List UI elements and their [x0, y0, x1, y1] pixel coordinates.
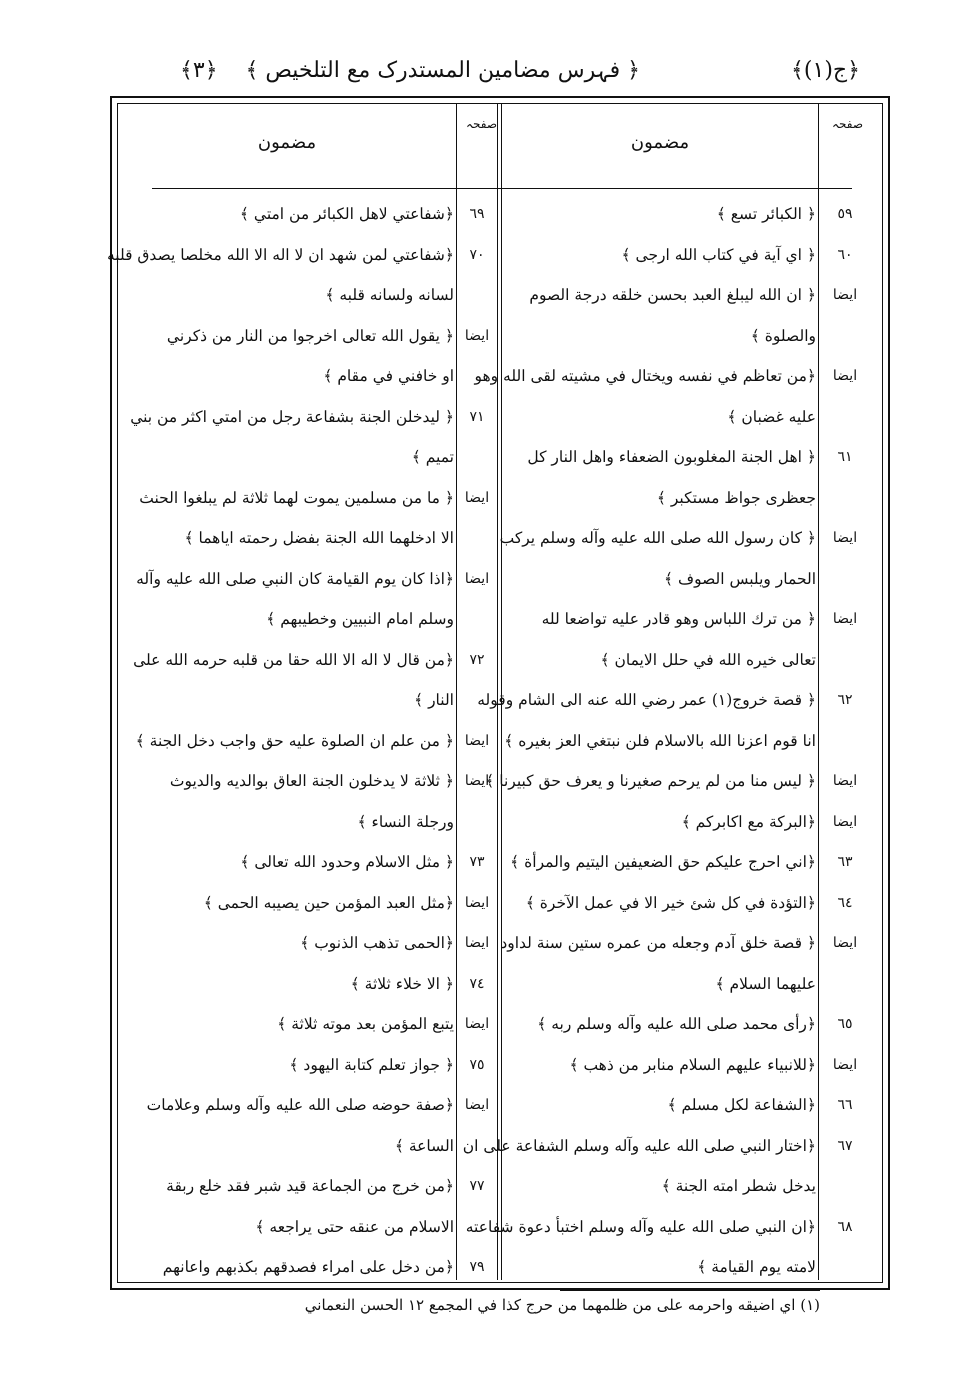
right-row-text: ﴿اني احرج عليكم حق الضعيفين اليتيم والمرأة ﴾ — [510, 853, 816, 871]
left-row-number: ايضا — [464, 935, 490, 951]
left-row-text: يتبع المؤمن بعد موته ثلاثة ﴾ — [277, 1015, 454, 1033]
left-row-text: ﴿من خرج من الجماعة قيد شبر فقد خلع ربقة — [166, 1177, 454, 1195]
left-row-text: لسانه ولسانه قلبه ﴾ — [325, 286, 454, 304]
right-row-text: ﴿ قصة خروج(١) عمر رضي الله عنه الى الشام وقوله — [477, 691, 816, 709]
left-row-number: ايضا — [464, 1097, 490, 1113]
right-row-text: والصلوة ﴾ — [750, 326, 816, 345]
left-row-number: ٧٠ — [469, 246, 485, 263]
left-row-text: ورجلة النساء ﴾ — [357, 812, 454, 831]
right-row-number: ايضا — [832, 611, 858, 627]
right-number-divider — [818, 104, 819, 1280]
right-row-text: ﴿ كان رسول الله صلى الله عليه وآله وسلم يركب — [499, 529, 816, 547]
header-rule — [152, 188, 852, 189]
right-row-text: ﴿من تعاظم في نفسه ويختال في مشيته لقى الله وهو — [474, 367, 816, 385]
right-row-text: ﴿ اي آية في كتاب الله ارجى ﴾ — [621, 245, 816, 264]
left-row-text: ﴿ مثل الاسلام وحدود الله تعالى ﴾ — [240, 853, 454, 871]
right-row-text: جعظرى جواظ مستكبر ﴾ — [656, 488, 816, 507]
right-row-number: ايضا — [832, 773, 858, 789]
right-row-text: ﴿ اهل الجنة المغلوبون الضعفاء واهل النار كل — [527, 448, 816, 466]
left-row-number: ٧٣ — [469, 854, 485, 870]
left-row-number: ٧١ — [469, 408, 485, 425]
left-row-text: ﴿ ليدخلن الجنة بشفاعة رجل من امتي اكثر من بني — [130, 407, 454, 426]
left-row-number: ايضا — [464, 327, 490, 344]
left-row-text: ﴿صفة حوضه صلى الله عليه وآله وسلم وعلامات — [146, 1096, 454, 1114]
left-row-text: وسلم امام النبيين وخطيبهم ﴾ — [266, 610, 454, 628]
right-row-text: ﴿الشفاعة لكل مسلم ﴾ — [667, 1096, 816, 1114]
right-row-number: ايضا — [832, 1056, 858, 1073]
left-row-text: ﴿مثل العبد المؤمن حين يصيبه الحمى ﴾ — [203, 893, 454, 912]
left-row-number: ايضا — [464, 894, 490, 911]
left-row-number: ايضا — [464, 1016, 490, 1032]
left-row-number: ٧٩ — [469, 1259, 485, 1275]
volume-label: ﴿ج(١)﴾ — [791, 58, 860, 83]
right-row-text: لامته يوم القيامة ﴾ — [697, 1258, 816, 1276]
right-row-text: يدخل شطر امته الجنة ﴾ — [661, 1177, 816, 1195]
right-row-text: الحمار ويلبس الصوف ﴾ — [664, 569, 816, 588]
right-row-text: ﴿ من ترك اللباس وهو قادر عليه تواضعا لله — [541, 610, 816, 628]
right-row-number: ٥٩ — [837, 206, 853, 222]
right-row-number: ٦٢ — [837, 692, 853, 708]
right-row-number: ٦١ — [837, 449, 853, 465]
right-row-number: ٦٦ — [837, 1097, 853, 1113]
left-row-number: ٧٤ — [469, 975, 485, 992]
right-row-text: ﴿للانبياء عليهم السلام منابر من ذهب ﴾ — [569, 1055, 816, 1074]
left-row-number: ايضا — [464, 570, 490, 587]
left-row-number: ٦٩ — [469, 206, 485, 222]
footnote-rule — [560, 1290, 820, 1291]
right-row-text: ﴿رأى محمد صلى الله عليه وآله وسلم ربه ﴾ — [537, 1015, 816, 1033]
left-row-text: ﴿من قال لا اله الا الله حقا من قلبه حرمه الله على — [133, 650, 454, 669]
right-row-text: انا قوم اعزنا الله بالاسلام فلن نبتغي العز بغيره ﴾ — [504, 731, 816, 750]
left-subject-header: مضمون — [257, 132, 317, 153]
left-row-text: ﴿ يقول الله تعالى اخرجوا من النار من ذكرني — [166, 326, 454, 345]
right-subject-header: مضمون — [630, 132, 690, 153]
right-row-number: ٦٧ — [837, 1137, 853, 1154]
left-row-text: ﴿شفاعتي لاهل الكبائر من امتي ﴾ — [239, 205, 454, 223]
left-row-number: ايضا — [464, 489, 490, 506]
page-header — [180, 52, 860, 96]
page-title: ﴿ فہرس مضامین المستدرک مع التلخیص ﴾ — [245, 58, 640, 83]
left-number-header: صفحہ — [466, 117, 498, 131]
left-row-text: ﴿ ما من مسلمين يموت لهما ثلاثة لم يبلغوا الحنث — [139, 488, 454, 507]
right-row-number: ايضا — [832, 530, 858, 546]
index-table — [106, 96, 890, 1290]
left-row-text: ﴿اذا كان يوم القيامة كان النبي صلى الله عليه وآله — [136, 569, 454, 588]
right-number-header: صفحہ — [832, 117, 864, 131]
page-number: ﴿٣﴾ — [180, 58, 218, 83]
right-row-text: ﴿البركة مع اكابركم ﴾ — [681, 812, 816, 831]
left-row-number: ايضا — [464, 773, 490, 789]
left-row-text: او خافني في مقام ﴾ — [323, 367, 454, 385]
left-row-text: ﴿الحمى تذهب الذنوب ﴾ — [300, 934, 454, 952]
right-row-text: ﴿ ان الله ليبلغ العبد بحسن خلقه درجة الصوم — [529, 286, 816, 304]
left-row-number: ٧٧ — [469, 1178, 485, 1194]
right-row-text: تعالى خيره الله في حلل الايمان ﴾ — [600, 650, 816, 669]
right-row-text: عليه غضبان ﴾ — [727, 407, 816, 426]
left-row-text: ﴿شفاعتي لمن شهد ان لا اله الا الله مخلصا يصدق قلبه — [106, 245, 454, 264]
left-row-text: ﴿ من علم ان الصلوة عليه حق واجب دخل الجنة ﴾ — [135, 731, 454, 750]
left-row-text: تميم ﴾ — [411, 448, 454, 466]
right-row-number: ٦٥ — [837, 1016, 853, 1032]
right-row-text: ﴿ ليس منا من لم يرحم صغيرنا و يعرف حق كبيرنا ﴾ — [485, 772, 816, 790]
right-row-text: ﴿اختار النبي صلى الله عليه وآله وسلم الشفاعة على ان — [462, 1136, 816, 1155]
left-row-number: ٧٥ — [469, 1056, 485, 1073]
right-row-text: ﴿ الكبائر تسع ﴾ — [716, 205, 816, 223]
left-row-number: ايضا — [464, 732, 490, 749]
right-row-number: ٦٠ — [837, 246, 853, 263]
footnote: (١) اي اضيقه واحرمه على من ظلمهما من حرج كذا في المجمع ١٢ الحسن النعماني — [304, 1296, 820, 1314]
left-row-text: الا ادخلهما الله الجنة بفضل رحمته اياهما ﴾ — [184, 529, 454, 547]
left-row-text: الساعة ﴾ — [394, 1136, 454, 1155]
right-row-number: ايضا — [832, 813, 858, 830]
left-row-text: ﴿ ثلاثة لا يدخلون الجنة العاق بوالديه والديوث — [169, 772, 454, 790]
left-row-number: ٧٢ — [469, 651, 485, 668]
right-row-number: ايضا — [832, 368, 858, 384]
right-row-number: ٦٤ — [837, 894, 853, 911]
right-row-text: ﴿ قصة خلق آدم وجعله من عمره ستين سنة لداود — [500, 934, 816, 952]
right-row-number: ايضا — [832, 287, 858, 303]
left-row-text: ﴿ الا خلاء ثلاثة ﴾ — [350, 974, 454, 993]
right-row-number: ٦٨ — [837, 1218, 853, 1235]
right-row-number: ايضا — [832, 935, 858, 951]
right-row-text: ﴿ان النبي صلى الله عليه وآله وسلم اختبأ دعوة شفاعته — [465, 1217, 816, 1236]
left-row-text: ﴿من دخل على امراء فصدقهم بكذبهم واعانهم — [162, 1258, 454, 1276]
left-row-text: ﴿ جواز تعلم كتابة اليهود ﴾ — [289, 1055, 454, 1074]
left-row-text: النار ﴾ — [414, 691, 454, 709]
left-number-divider — [456, 104, 457, 1280]
left-row-text: الاسلام من عنقه حتى يراجعه ﴾ — [255, 1217, 454, 1236]
right-row-text: عليهما السلام ﴾ — [715, 974, 816, 993]
right-row-text: ﴿التؤدة في كل شئ خير الا في عمل الآخرة ﴾ — [525, 893, 816, 912]
right-row-number: ٦٣ — [837, 854, 853, 870]
